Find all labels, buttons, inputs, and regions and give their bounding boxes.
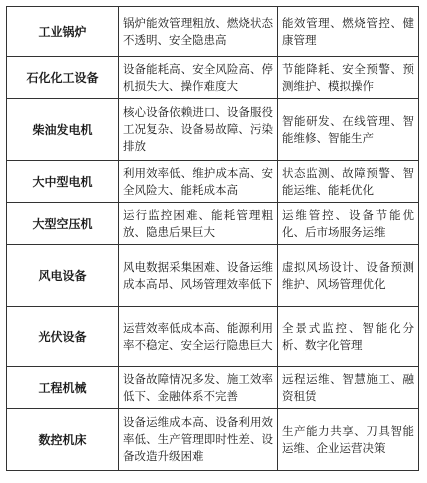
solutions-cell: 节能降耗、安全预警、预测维护、模拟操作 (278, 57, 419, 99)
table-row (7, 57, 419, 99)
problems-cell: 利用效率低、维护成本高、安全风险大、能耗成本高 (119, 161, 278, 203)
problems-cell: 风电数据采集困难、设备运维成本高昂、风场管理效率低下 (119, 245, 278, 307)
equipment-name: 石化化工设备 (7, 57, 119, 99)
solutions-cell: 运维管控、设备节能优化、后市场服务运维 (278, 203, 419, 245)
problems-cell: 运营效率低成本高、能源利用率不稳定、安全运行隐患巨大 (119, 307, 278, 367)
problems-cell: 核心设备依赖进口、设备服役工况复杂、设备易故障、污染排放 (119, 99, 278, 161)
problems-cell: 设备故障情况多发、施工效率低下、金融体系不完善 (119, 367, 278, 409)
table-row (7, 307, 419, 367)
equipment-name: 柴油发电机 (7, 99, 119, 161)
table-row (7, 7, 419, 57)
equipment-name: 工程机械 (7, 367, 119, 409)
table-row (7, 203, 419, 245)
equipment-name: 工业锅炉 (7, 7, 119, 57)
solutions-cell: 状态监测、故障预警、智能运维、能耗优化 (278, 161, 419, 203)
solutions-cell: 虚拟风场设计、设备预测维护、风场管理优化 (278, 245, 419, 307)
equipment-name: 风电设备 (7, 245, 119, 307)
solutions-cell: 生产能力共享、刀具智能运维、企业运营决策 (278, 409, 419, 471)
table-row (7, 161, 419, 203)
equipment-name: 大型空压机 (7, 203, 119, 245)
equipment-name: 大中型电机 (7, 161, 119, 203)
solutions-cell: 能效管理、燃烧管控、健康管理 (278, 7, 419, 57)
problems-cell: 设备运维成本高、设备利用效率低、生产管理即时性差、设备改造升级困难 (119, 409, 278, 471)
table-row (7, 99, 419, 161)
table-row (7, 367, 419, 409)
solutions-cell: 远程运维、智慧施工、融资租赁 (278, 367, 419, 409)
equipment-name: 数控机床 (7, 409, 119, 471)
problems-cell: 运行监控困难、能耗管理粗放、隐患后果巨大 (119, 203, 278, 245)
problems-cell: 设备能耗高、安全风险高、停机损失大、操作难度大 (119, 57, 278, 99)
table-row (7, 409, 419, 471)
table-row (7, 245, 419, 307)
equipment-table (6, 6, 419, 471)
solutions-cell: 智能研发、在线管理、智能维修、智能生产 (278, 99, 419, 161)
problems-cell: 锅炉能效管理粗放、燃烧状态不透明、安全隐患高 (119, 7, 278, 57)
equipment-name: 光伏设备 (7, 307, 119, 367)
solutions-cell: 全景式监控、智能化分析、数字化管理 (278, 307, 419, 367)
